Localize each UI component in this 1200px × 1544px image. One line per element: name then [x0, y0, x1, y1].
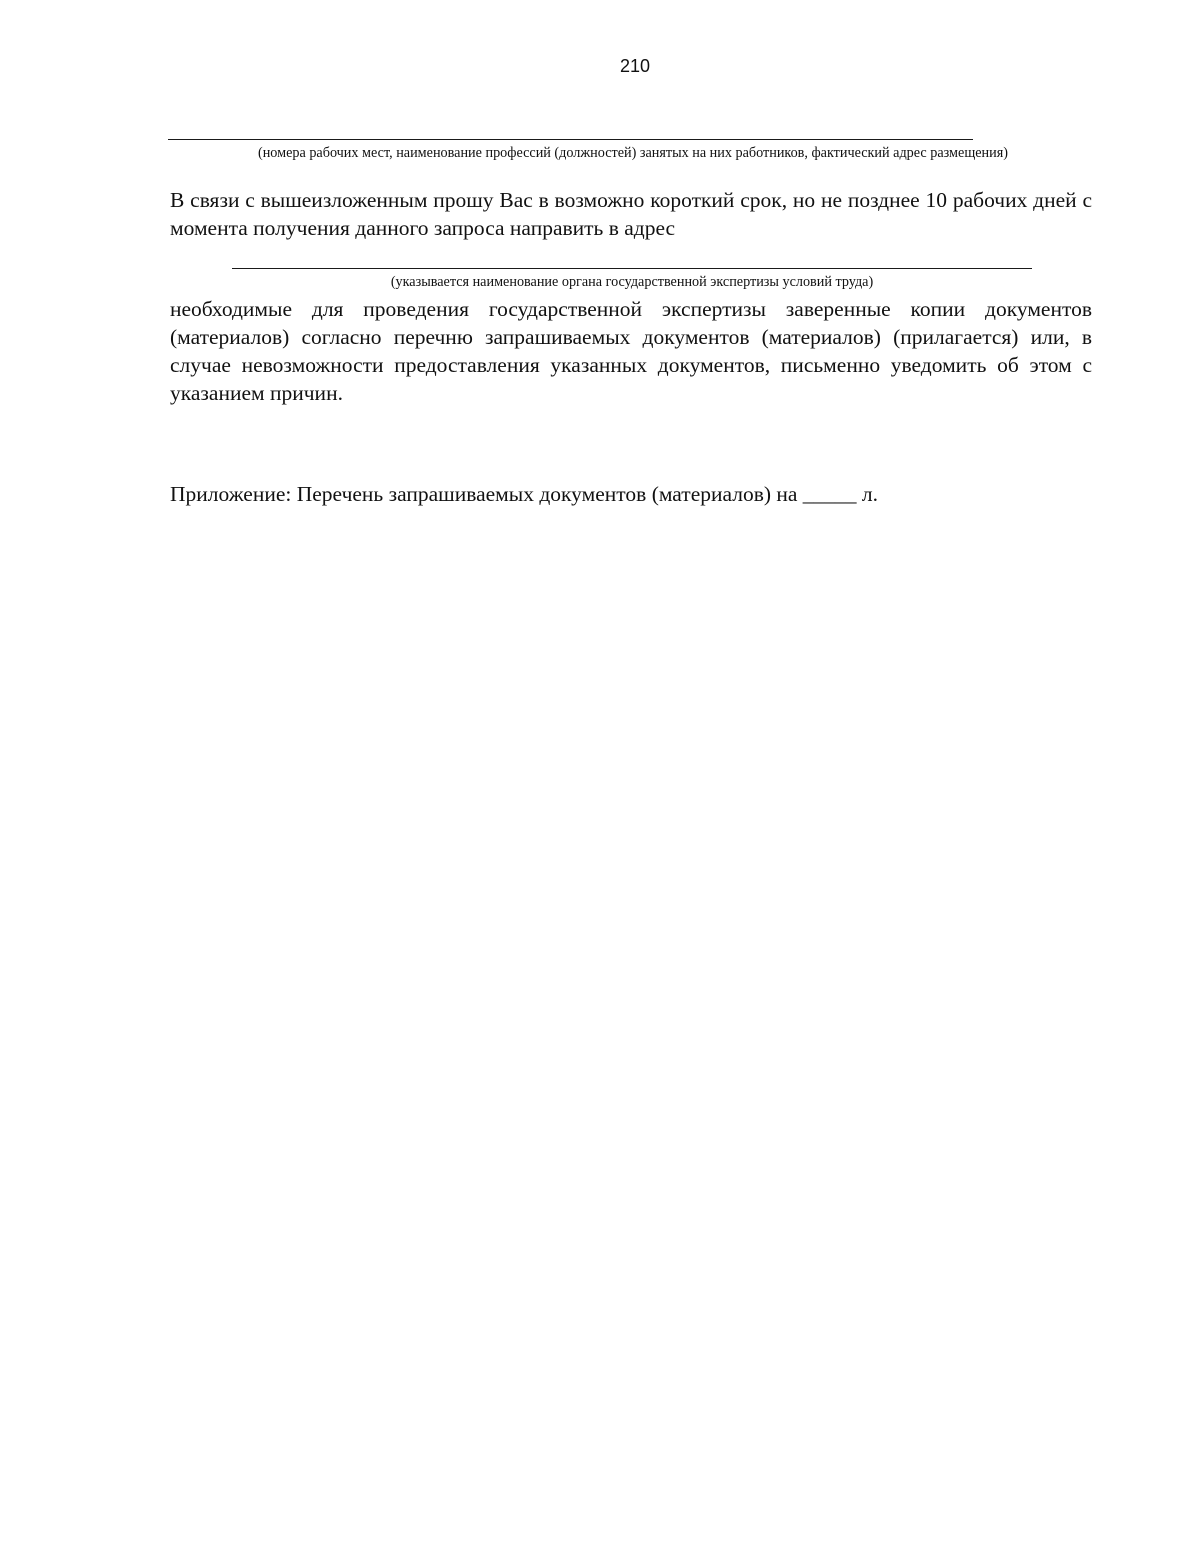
workplaces-caption: (номера рабочих мест, наименование профессий (должностей) занятых на них работников, фактический адрес размещения) [257, 145, 1008, 161]
request-paragraph: В связи с вышеизложенным прошу Вас в возможно короткий срок, но не позднее 10 рабочих дней с момента получения данного запроса направить в адрес [170, 188, 1092, 240]
authority-caption: (указывается наименование органа государственной экспертизы условий труда) [390, 274, 874, 290]
documents-paragraph: необходимые для проведения государственной экспертизы заверенные копии документов (материалов) согласно перечню запрашиваемых документов (материалов) (прилагается) или, в случае невозможности предоставления указанных документов, письменно уведомить об этом с указанием причин. [170, 297, 1092, 405]
authority-fill-line [232, 268, 1032, 269]
workplaces-fill-line [168, 139, 973, 140]
attachment-line: Приложение: Перечень запрашиваемых документов (материалов) на _____ л. [170, 482, 879, 506]
page-number: 210 [619, 56, 651, 76]
